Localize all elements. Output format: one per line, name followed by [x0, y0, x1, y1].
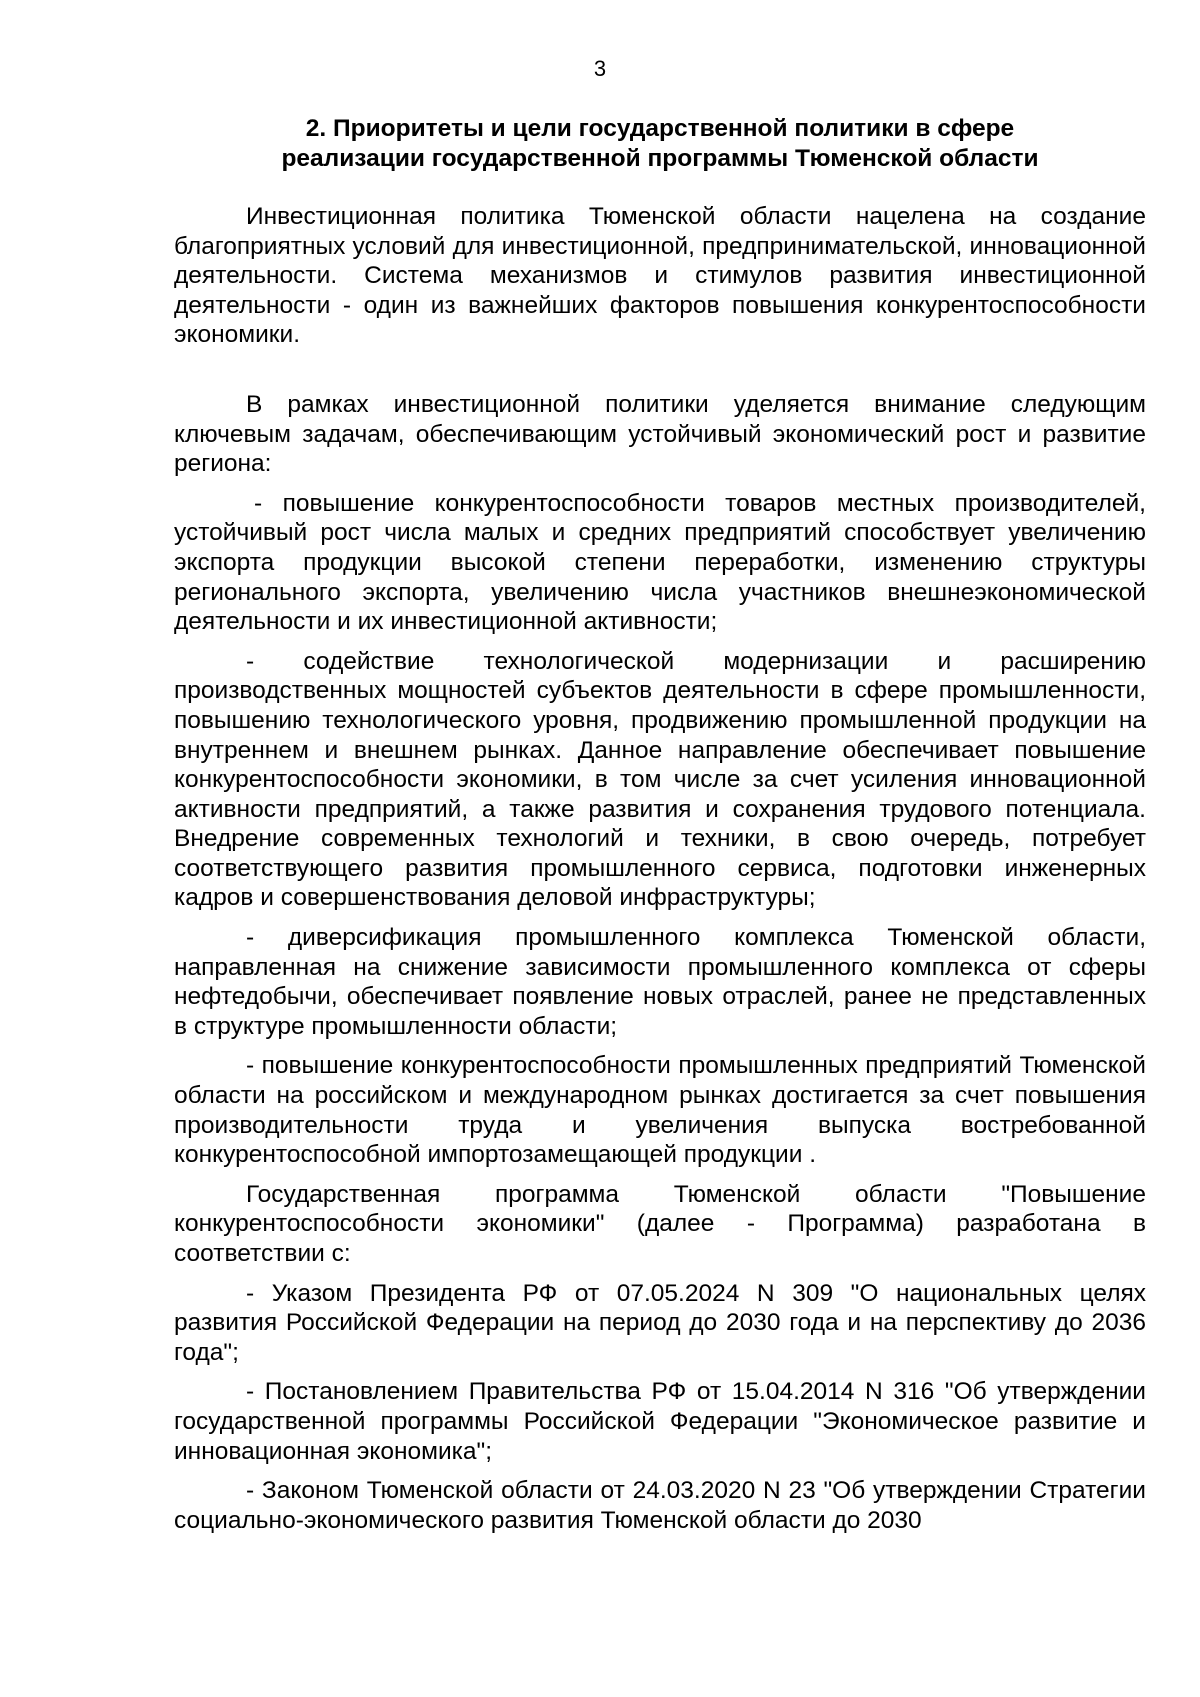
- paragraph-program: Государственная программа Тюменской области "Повышение конкурентоспособности экономики" (далее - Программа) разработана в соответствии с:: [174, 1180, 1146, 1267]
- list-item-decree: - Указом Президента РФ от 07.05.2024 N 309 "О национальных целях развития Российской Федерации на период до 2030 года и на перспективу до 2036 года";: [174, 1279, 1146, 1366]
- list-item-resolution: - Постановлением Правительства РФ от 15.04.2014 N 316 "Об утверждении государственной программы Российской Федерации "Экономическое развитие и инновационная экономика";: [174, 1378, 1146, 1465]
- list-item-diversification: - диверсификация промышленного комплекса Тюменской области, направленная на снижение зависимости промышленного комплекса от сферы нефтедобычи, обеспечивает появление новых отраслей, ранее не представленных в структуре промышленности области;: [174, 924, 1146, 1040]
- paragraph-intro: Инвестиционная политика Тюменской области нацелена на создание благоприятных условий для инвестиционной, предпринимательской, инновационной деятельности. Система механизмов и стимулов развития инвестиционной деятельности - один из важнейших факторов повышения конкурентоспособности экономики.: [174, 203, 1146, 349]
- list-item-law: - Законом Тюменской области от 24.03.2020 N 23 "Об утверждении Стратегии социально-экономического развития Тюменской области до 2030: [174, 1477, 1146, 1534]
- paragraph-key-tasks: В рамках инвестиционной политики уделяется внимание следующим ключевым задачам, обеспечивающим устойчивый экономический рост и развитие региона:: [174, 390, 1146, 478]
- section-heading: [174, 114, 1146, 174]
- section-heading-line-1: 2. Приоритеты и цели государственной политики в сфере: [305, 115, 1015, 142]
- list-item-modernization: - содействие технологической модернизации и расширению производственных мощностей субъектов деятельности в сфере промышленности, повышению технологического уровня, продвижению промышленной продукции на внутреннем и внешнем рынках. Данное направление обеспечивает повышение конкурентоспособности экономики, в том числе за счет усиления инновационной активности предприятий, а также развития и сохранения трудового потенциала. Внедрение современных технологий и техники, в свою очередь, потребует соответствующего развития промышленного сервиса, подготовки инженерных кадров и совершенствования деловой инфраструктуры;: [174, 647, 1146, 912]
- section-heading-line-2: реализации государственной программы Тюменской области: [281, 145, 1039, 172]
- list-item-enterprises: - повышение конкурентоспособности промышленных предприятий Тюменской области на российском и международном рынках достигается за счет повышения производительности труда и увеличения выпуска востребованной конкурентоспособной импортозамещающей продукции .: [174, 1052, 1146, 1169]
- list-item-competitiveness: - повышение конкурентоспособности товаров местных производителей, устойчивый рост числа малых и средних предприятий способствует увеличению экспорта продукции высокой степени переработки, изменению структуры регионального экспорта, увеличению числа участников внешнеэкономической деятельности и их инвестиционной активности;: [174, 489, 1146, 636]
- document-body: [174, 202, 1146, 1545]
- page-number: 3: [593, 56, 607, 81]
